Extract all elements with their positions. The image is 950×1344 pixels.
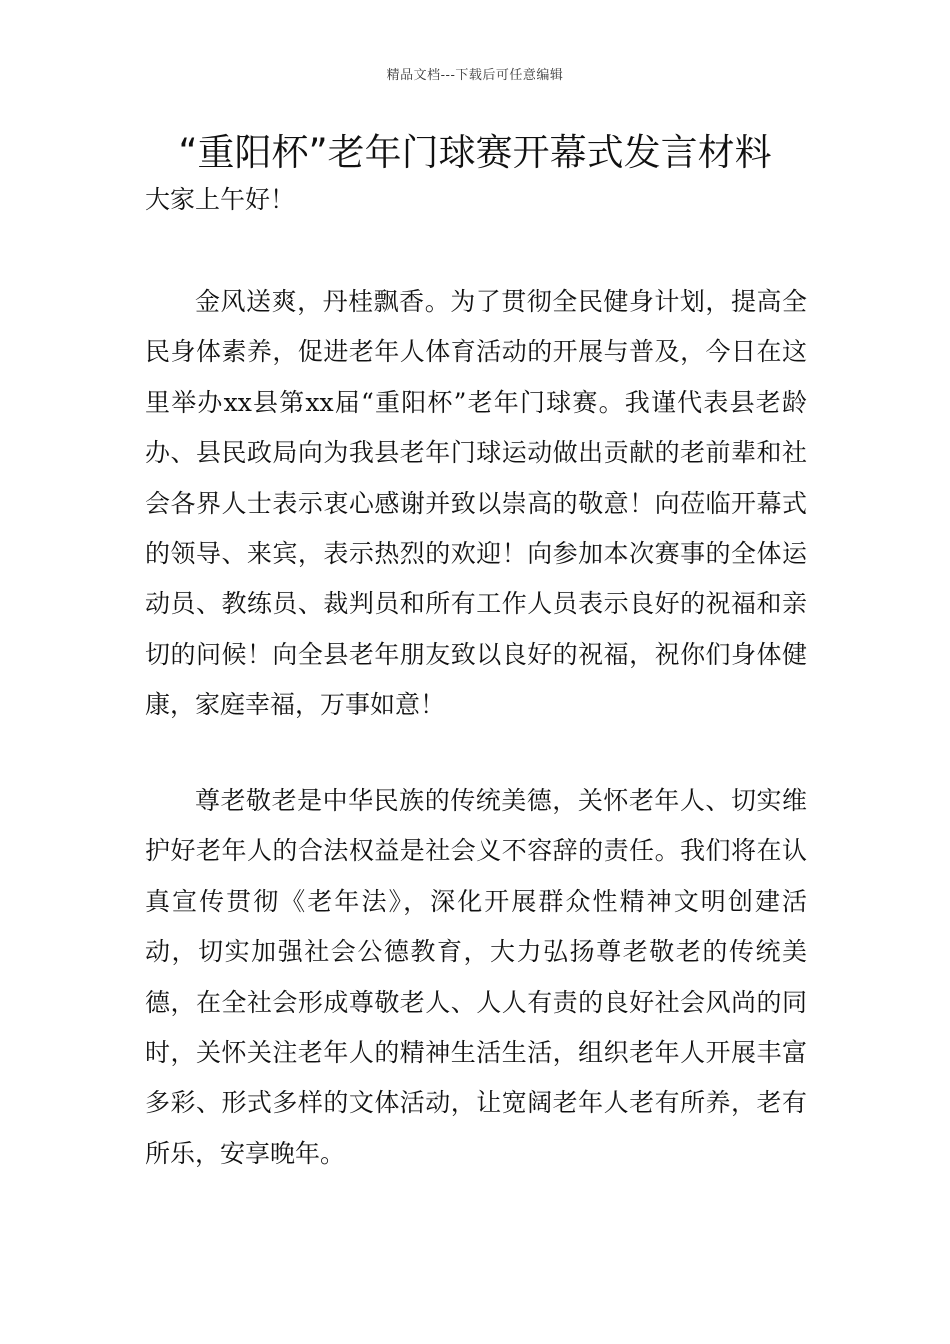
header-note: 精品文档---下载后可任意编辑 bbox=[386, 68, 564, 83]
paragraph-1: 金风送爽，丹桂飘香。为了贯彻全民健身计划，提高全民身体素养，促进老年人体育活动的开展与普及，今日在这里举办xx县第xx届“重阳杯”老年门球赛。我谨代表县老龄办、县民政局向为我县老年门球运动做出贡献的老前辈和社会各界人士表示衷心感谢并致以崇高的敬意！向莅临开幕式的领导、来宾，表示热烈的欢迎！向参加本次赛事的全体运动员、教练员、裁判员和所有工作人员表示良好的祝福和亲切的问候！向全县老年朋友致以良好的祝福，祝你们身体健康，家庭幸福，万事如意！ bbox=[145, 287, 807, 720]
document-title: “重阳杯”老年门球赛开幕式发言材料 bbox=[178, 131, 772, 174]
greeting: 大家上午好！ bbox=[145, 185, 296, 214]
paragraph-2: 尊老敬老是中华民族的传统美德，关怀老年人、切实维护好老年人的合法权益是社会义不容辞的责任。我们将在认真宣传贯彻《老年法》，深化开展群众性精神文明创建活动，切实加强社会公德教育，大力弘扬尊老敬老的传统美德，在全社会形成尊敬老人、人人有责的良好社会风尚的同时，关怀关注老年人的精神生活生活，组织老年人开展丰富多彩、形式多样的文体活动，让宽阔老年人老有所养，老有所乐，安享晚年。 bbox=[145, 786, 807, 1168]
